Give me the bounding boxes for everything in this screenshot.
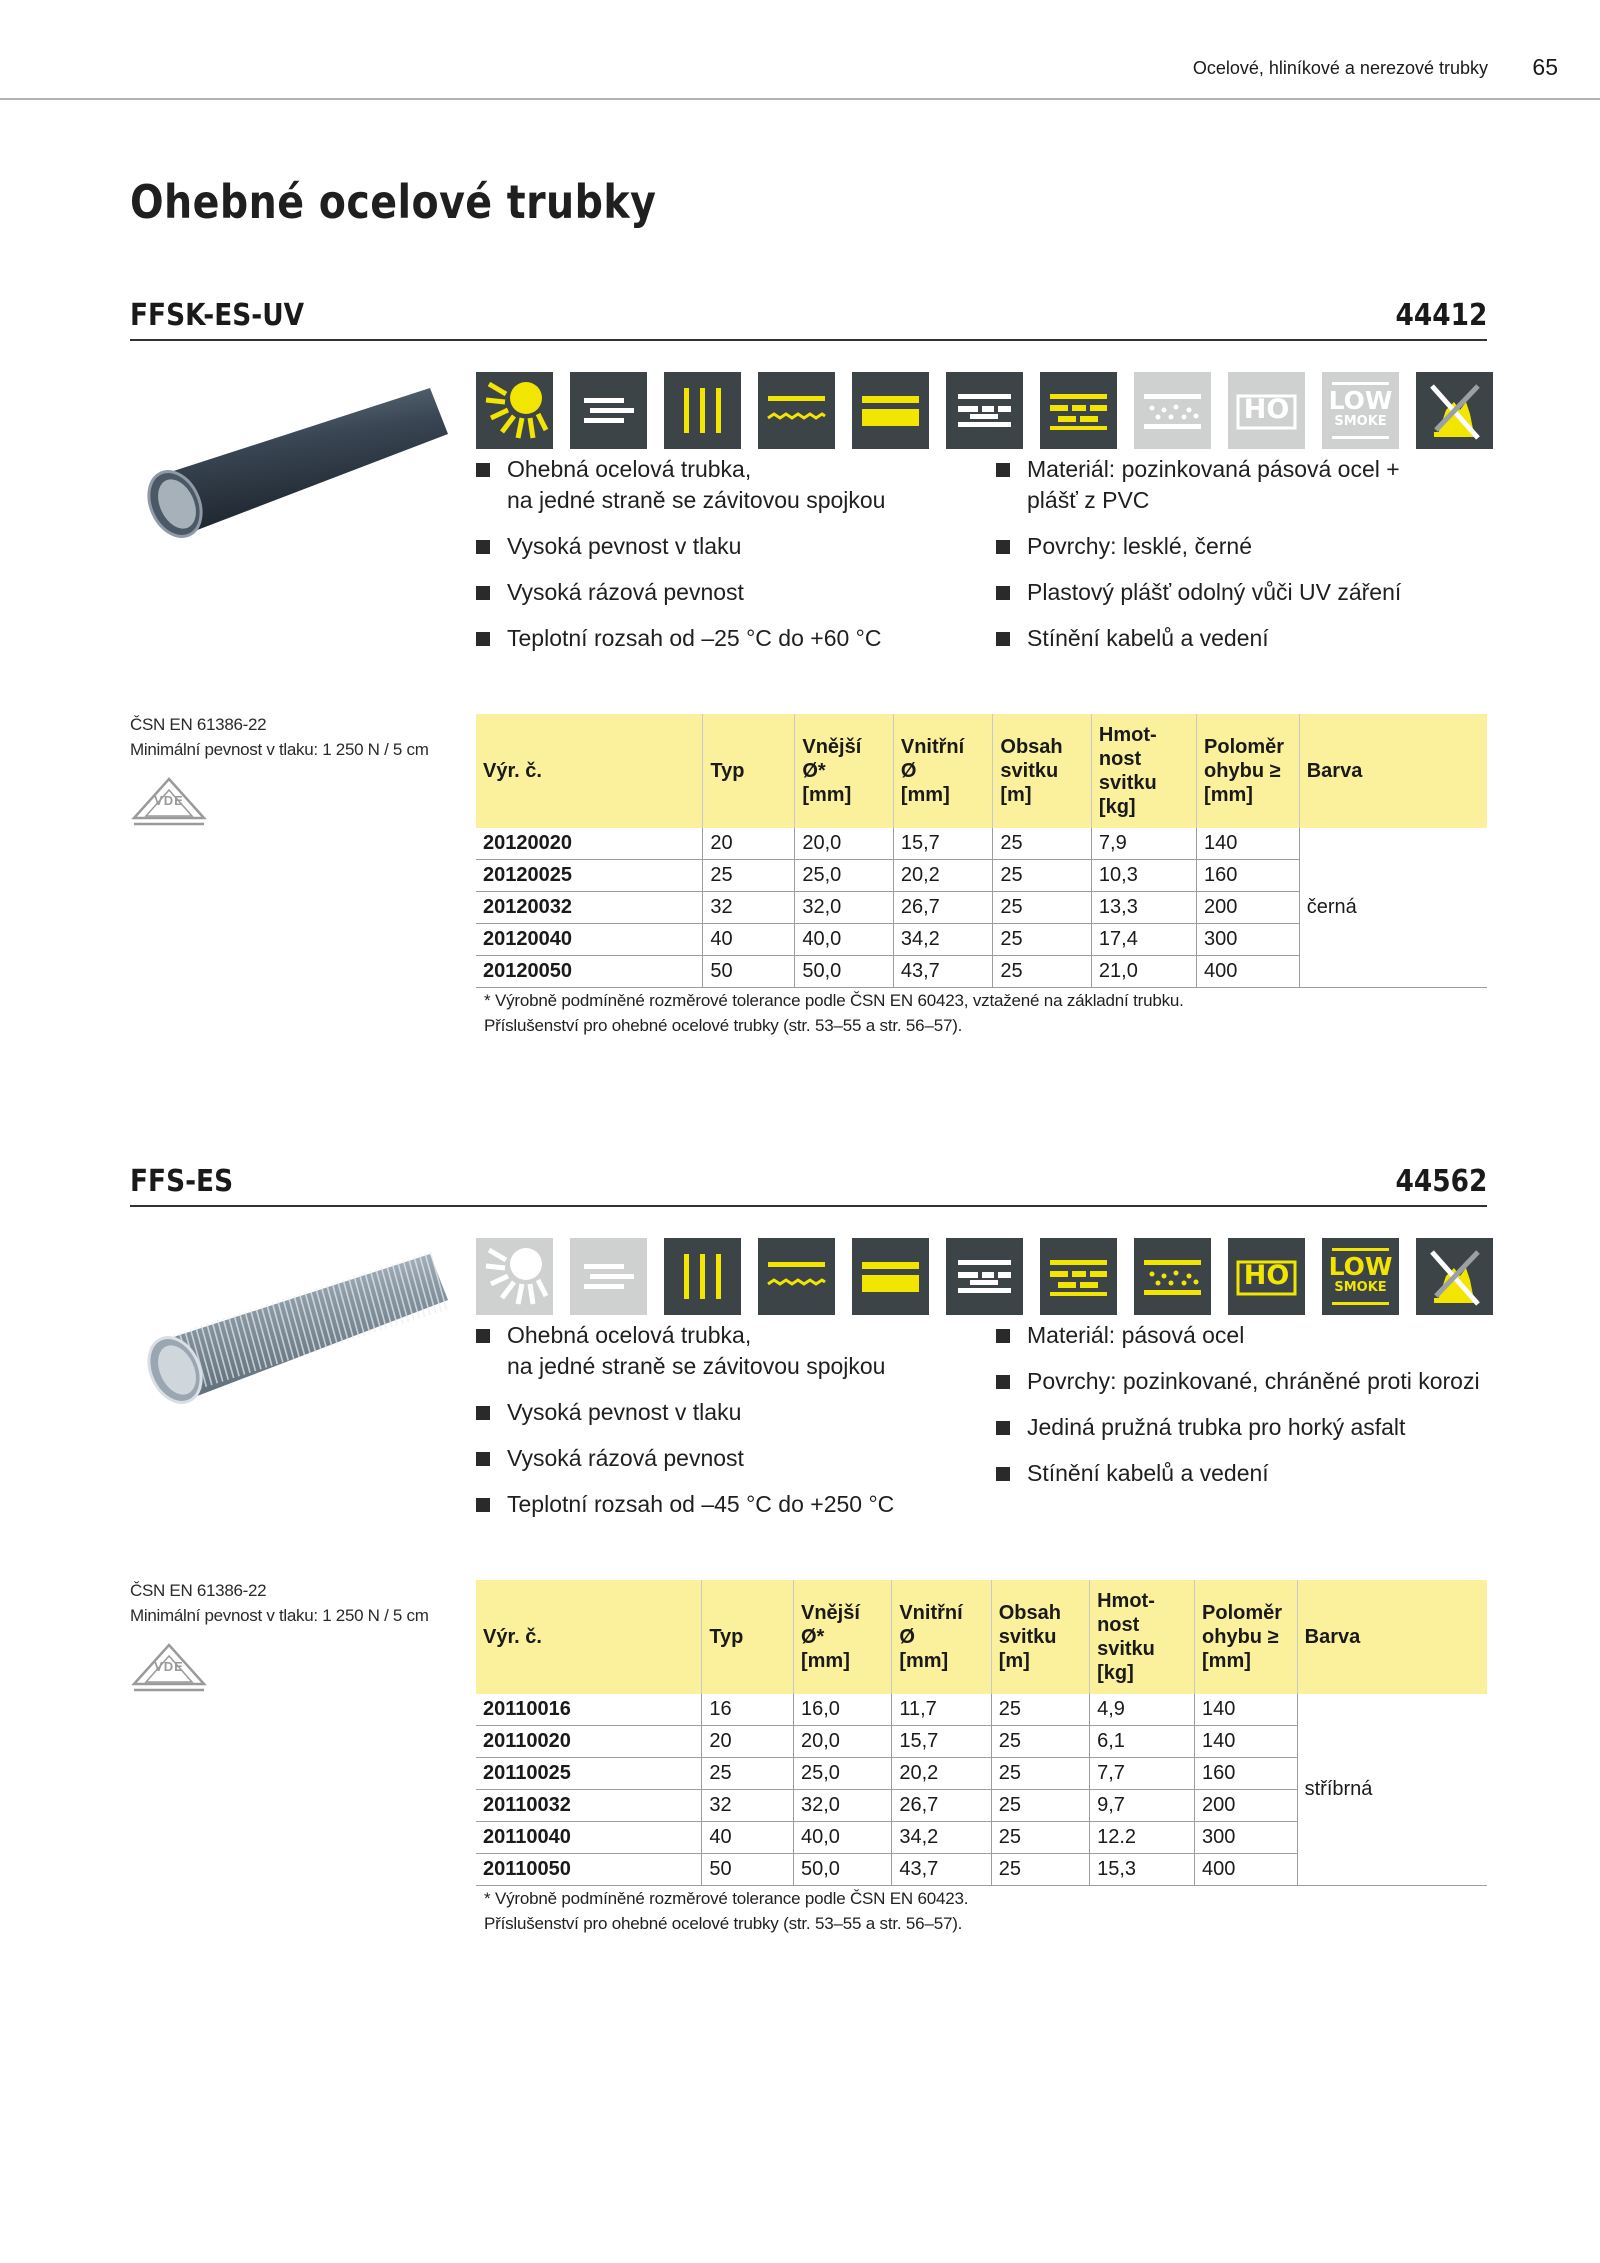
table-cell: 25: [991, 1726, 1089, 1758]
table-cell: 400: [1197, 956, 1300, 988]
footnote-line: * Výrobně podmíněné rozměrové tolerance podle ČSN EN 60423.: [484, 1889, 969, 1908]
pressure-text: Minimální pevnost v tlaku: 1 250 N / 5 cm: [130, 1606, 429, 1625]
property-icon-row: [476, 372, 1493, 449]
color-cell: stříbrná: [1297, 1694, 1487, 1886]
bullet-square-icon: [996, 463, 1010, 477]
table-cell: 32,0: [793, 1790, 891, 1822]
column-header: Vnější Ø* [mm]: [795, 714, 894, 828]
page-title: Ohebné ocelové trubky: [130, 175, 657, 229]
column-header: Obsah svitku [m]: [991, 1580, 1089, 1694]
column-header: Obsah svitku [m]: [993, 714, 1092, 828]
table-cell: 20: [703, 828, 795, 860]
table-cell: 40,0: [793, 1822, 891, 1854]
ho-label: HO: [1243, 1260, 1290, 1291]
feature-list: [996, 454, 1401, 654]
table-cell: 300: [1197, 924, 1300, 956]
flat-bar-icon: [852, 372, 929, 449]
norm-note: [130, 1578, 429, 1628]
footnote-line: * Výrobně podmíněné rozměrové tolerance podle ČSN EN 60423, vztažené na základní trubku.: [484, 991, 1184, 1010]
feature-text: Materiál: pozinkovaná pásová ocel + plášť z PVC: [1027, 456, 1400, 513]
brick-icon-glyph: [1040, 1238, 1117, 1315]
bullet-square-icon: [476, 540, 490, 554]
light-duty-icon: [570, 372, 647, 449]
table-cell: 50,0: [795, 956, 894, 988]
page-number: 65: [1532, 54, 1558, 80]
light-duty-icon-glyph: [570, 1238, 647, 1315]
table-cell: 25: [991, 1822, 1089, 1854]
tube-product-image: [130, 368, 450, 548]
table-cell: 26,7: [893, 892, 993, 924]
table-cell: 11,7: [892, 1694, 991, 1726]
table-cell: 25: [702, 1758, 794, 1790]
table-cell: 32,0: [795, 892, 894, 924]
flat-bar-icon-glyph: [852, 1238, 929, 1315]
bullet-square-icon: [996, 1329, 1010, 1343]
features-left-list: [476, 454, 885, 669]
table-body: [476, 1694, 1487, 1886]
feature-item: [476, 531, 885, 562]
feature-text: Vysoká rázová pevnost: [507, 1445, 744, 1471]
pressure-icon: [664, 372, 741, 449]
flat-bar-icon-glyph: [852, 372, 929, 449]
table-cell: 25,0: [793, 1758, 891, 1790]
column-header: Vnitřní Ø [mm]: [892, 1580, 991, 1694]
table-cell: 6,1: [1090, 1726, 1195, 1758]
table-header-row: [476, 714, 1487, 828]
bullet-square-icon: [476, 1406, 490, 1420]
no-halogen-icon: [1416, 372, 1493, 449]
no-halogen-icon-glyph: [1416, 1238, 1493, 1315]
smoke-label: SMOKE: [1334, 414, 1387, 429]
column-header: Vnitřní Ø [mm]: [893, 714, 993, 828]
impact-icon-glyph: [758, 372, 835, 449]
table-cell: 13,3: [1091, 892, 1196, 924]
column-header: Typ: [702, 1580, 794, 1694]
feature-text: Ohebná ocelová trubka, na jedné straně se závitovou spojkou: [507, 456, 886, 513]
light-duty-icon-glyph: [570, 372, 647, 449]
table-head: [476, 714, 1487, 828]
vde-mark-icon: [130, 1642, 208, 1702]
feature-text: Plastový plášť odolný vůči UV záření: [1027, 579, 1402, 605]
bullet-square-icon: [476, 632, 490, 646]
table-cell: 7,7: [1090, 1758, 1195, 1790]
table-cell: 20,0: [793, 1726, 891, 1758]
section-name: FFSK-ES-UV: [130, 298, 305, 333]
table-cell: 40,0: [795, 924, 894, 956]
table-cell: 25: [991, 1854, 1089, 1886]
pressure-icon-glyph: [664, 1238, 741, 1315]
feature-list: [996, 1320, 1480, 1489]
low-label: LOW: [1328, 1252, 1393, 1281]
table-head: [476, 1580, 1487, 1694]
table-cell: 20,0: [795, 828, 894, 860]
bullet-square-icon: [996, 632, 1010, 646]
feature-item: [476, 623, 885, 654]
table-cell: 34,2: [892, 1822, 991, 1854]
article-number-cell: 20120032: [476, 892, 703, 924]
brick-icon-glyph: [1040, 372, 1117, 449]
table-cell: 4,9: [1090, 1694, 1195, 1726]
pressure-text: Minimální pevnost v tlaku: 1 250 N / 5 cm: [130, 740, 429, 759]
column-header: Poloměr ohybu ≥ [mm]: [1195, 1580, 1298, 1694]
table-row: [476, 1694, 1487, 1726]
table-cell: 25: [993, 860, 1092, 892]
article-number-cell: 20120040: [476, 924, 703, 956]
feature-text: Vysoká rázová pevnost: [507, 579, 744, 605]
concrete-icon: [1134, 372, 1211, 449]
vde-mark-icon: [130, 776, 208, 836]
norm-text: ČSN EN 61386-22: [130, 1581, 267, 1600]
table-cell: 25: [991, 1758, 1089, 1790]
running-header-title: Ocelové, hliníkové a nerezové trubky: [1192, 58, 1488, 78]
feature-list: [476, 454, 885, 654]
article-number-cell: 20120025: [476, 860, 703, 892]
table-cell: 40: [702, 1822, 794, 1854]
vde-mark-text: VDE: [154, 1659, 184, 1674]
table-cell: 7,9: [1091, 828, 1196, 860]
bullet-square-icon: [476, 1329, 490, 1343]
column-header: Hmot- nost svitku [kg]: [1090, 1580, 1195, 1694]
feature-item: [476, 454, 885, 516]
property-icon-row: [476, 1238, 1493, 1315]
feature-item: [996, 577, 1401, 608]
table-cell: 15,7: [893, 828, 993, 860]
article-number-cell: 20110040: [476, 1822, 702, 1854]
column-header: Výr. č.: [476, 1580, 702, 1694]
feature-text: Stínění kabelů a vedení: [1027, 625, 1269, 651]
table-cell: 34,2: [893, 924, 993, 956]
no-halogen-icon-glyph: [1416, 372, 1493, 449]
bullet-square-icon: [476, 1498, 490, 1512]
table-cell: 25: [993, 956, 1092, 988]
pressure-icon-glyph: [664, 372, 741, 449]
column-header: Hmot- nost svitku [kg]: [1091, 714, 1196, 828]
ho-icon: [1228, 372, 1305, 449]
table-cell: 140: [1195, 1694, 1298, 1726]
table-cell: 25,0: [795, 860, 894, 892]
ho-icon: [1228, 1238, 1305, 1315]
feature-text: Povrchy: pozinkované, chráněné proti korozi: [1027, 1368, 1480, 1394]
table-cell: 16,0: [793, 1694, 891, 1726]
low-smoke-icon: [1322, 372, 1399, 449]
table-cell: 25: [991, 1790, 1089, 1822]
article-number-cell: 20110025: [476, 1758, 702, 1790]
section-code: 44562: [1395, 1164, 1487, 1199]
bullet-square-icon: [996, 1421, 1010, 1435]
table-cell: 21,0: [1091, 956, 1196, 988]
column-header: Výr. č.: [476, 714, 703, 828]
table-header-row: [476, 1580, 1487, 1694]
no-halogen-icon: [1416, 1238, 1493, 1315]
color-cell: černá: [1299, 828, 1487, 988]
product-table: [476, 714, 1487, 988]
table-cell: 25: [993, 892, 1092, 924]
tube-product-image: [130, 1234, 450, 1414]
uv-sun-icon-glyph: [476, 1238, 553, 1315]
norm-note: [130, 712, 429, 762]
bullet-square-icon: [476, 586, 490, 600]
vde-mark-text: VDE: [154, 793, 184, 808]
impact-icon: [758, 372, 835, 449]
bullet-square-icon: [996, 1375, 1010, 1389]
low-smoke-icon: [1322, 1238, 1399, 1315]
article-number-cell: 20110020: [476, 1726, 702, 1758]
embedded-icon-glyph: [946, 372, 1023, 449]
feature-item: [476, 1397, 894, 1428]
bullet-square-icon: [476, 463, 490, 477]
table-cell: 25: [993, 828, 1092, 860]
table-cell: 15,7: [892, 1726, 991, 1758]
table-cell: 32: [703, 892, 795, 924]
pressure-icon: [664, 1238, 741, 1315]
features-left-list: [476, 1320, 894, 1535]
table-cell: 140: [1195, 1726, 1298, 1758]
footnote-line: Příslušenství pro ohebné ocelové trubky (str. 53–55 a str. 56–57).: [484, 1016, 963, 1035]
brick-icon: [1040, 1238, 1117, 1315]
column-header: Vnější Ø* [mm]: [793, 1580, 891, 1694]
embedded-icon: [946, 372, 1023, 449]
table-cell: 40: [703, 924, 795, 956]
table-cell: 200: [1197, 892, 1300, 924]
embedded-icon: [946, 1238, 1023, 1315]
concrete-icon: [1134, 1238, 1211, 1315]
table-cell: 32: [702, 1790, 794, 1822]
section-name: FFS-ES: [130, 1164, 234, 1199]
table-cell: 400: [1195, 1854, 1298, 1886]
table-cell: 17,4: [1091, 924, 1196, 956]
uv-sun-icon: [476, 1238, 553, 1315]
section-divider: [130, 339, 1487, 341]
article-number-cell: 20120050: [476, 956, 703, 988]
feature-list: [476, 1320, 894, 1520]
impact-icon: [758, 1238, 835, 1315]
feature-item: [476, 577, 885, 608]
table-cell: 50,0: [793, 1854, 891, 1886]
feature-item: [996, 531, 1401, 562]
feature-text: Materiál: pásová ocel: [1027, 1322, 1245, 1348]
table-cell: 200: [1195, 1790, 1298, 1822]
table-body: [476, 828, 1487, 988]
feature-text: Vysoká pevnost v tlaku: [507, 533, 742, 559]
feature-item: [996, 1366, 1480, 1397]
feature-text: Ohebná ocelová trubka, na jedné straně se závitovou spojkou: [507, 1322, 886, 1379]
article-number-cell: 20110032: [476, 1790, 702, 1822]
uv-sun-icon-glyph: [476, 372, 553, 449]
smoke-label: SMOKE: [1334, 1280, 1387, 1295]
feature-item: [996, 623, 1401, 654]
feature-item: [476, 1320, 894, 1382]
low-label: LOW: [1328, 386, 1393, 415]
features-right-list: [996, 454, 1401, 669]
header-divider: [0, 98, 1600, 100]
column-header: Barva: [1299, 714, 1487, 828]
bullet-square-icon: [996, 540, 1010, 554]
section-divider: [130, 1205, 1487, 1207]
table-cell: 9,7: [1090, 1790, 1195, 1822]
ho-label: HO: [1243, 394, 1290, 425]
table-cell: 20,2: [893, 860, 993, 892]
table-cell: 25: [703, 860, 795, 892]
concrete-icon-glyph: [1134, 1238, 1211, 1315]
feature-text: Teplotní rozsah od –45 °C do +250 °C: [507, 1491, 895, 1517]
table-cell: 43,7: [893, 956, 993, 988]
table-cell: 25: [991, 1694, 1089, 1726]
column-header: Poloměr ohybu ≥ [mm]: [1197, 714, 1300, 828]
table-cell: 26,7: [892, 1790, 991, 1822]
table-cell: 43,7: [892, 1854, 991, 1886]
feature-item: [996, 1320, 1480, 1351]
bullet-square-icon: [996, 1467, 1010, 1481]
feature-text: Vysoká pevnost v tlaku: [507, 1399, 742, 1425]
table-cell: 15,3: [1090, 1854, 1195, 1886]
features-right-list: [996, 1320, 1480, 1504]
flat-bar-icon: [852, 1238, 929, 1315]
article-number-cell: 20110016: [476, 1694, 702, 1726]
feature-item: [996, 454, 1401, 516]
light-duty-icon: [570, 1238, 647, 1315]
feature-text: Teplotní rozsah od –25 °C do +60 °C: [507, 625, 882, 651]
brick-icon: [1040, 372, 1117, 449]
feature-text: Povrchy: lesklé, černé: [1027, 533, 1252, 559]
table-cell: 160: [1195, 1758, 1298, 1790]
column-header: Barva: [1297, 1580, 1487, 1694]
norm-text: ČSN EN 61386-22: [130, 715, 267, 734]
column-header: Typ: [703, 714, 795, 828]
table-footnote: [484, 1886, 968, 1936]
table-cell: 50: [702, 1854, 794, 1886]
embedded-icon-glyph: [946, 1238, 1023, 1315]
concrete-icon-glyph: [1134, 372, 1211, 449]
bullet-square-icon: [476, 1452, 490, 1466]
product-table: [476, 1580, 1487, 1886]
bullet-square-icon: [996, 586, 1010, 600]
table-cell: 16: [702, 1694, 794, 1726]
feature-item: [996, 1412, 1480, 1443]
impact-icon-glyph: [758, 1238, 835, 1315]
table-cell: 25: [993, 924, 1092, 956]
article-number-cell: 20120020: [476, 828, 703, 860]
table-row: [476, 828, 1487, 860]
footnote-line: Příslušenství pro ohebné ocelové trubky (str. 53–55 a str. 56–57).: [484, 1914, 963, 1933]
article-number-cell: 20110050: [476, 1854, 702, 1886]
table-cell: 10,3: [1091, 860, 1196, 892]
table-cell: 140: [1197, 828, 1300, 860]
feature-item: [476, 1443, 894, 1474]
table-cell: 20,2: [892, 1758, 991, 1790]
feature-item: [476, 1489, 894, 1520]
feature-text: Jediná pružná trubka pro horký asfalt: [1027, 1414, 1406, 1440]
table-cell: 160: [1197, 860, 1300, 892]
table-cell: 20: [702, 1726, 794, 1758]
table-cell: 50: [703, 956, 795, 988]
table-cell: 300: [1195, 1822, 1298, 1854]
uv-sun-icon: [476, 372, 553, 449]
table-footnote: [484, 988, 1184, 1038]
section-code: 44412: [1395, 298, 1487, 333]
feature-item: [996, 1458, 1480, 1489]
table-cell: 12.2: [1090, 1822, 1195, 1854]
feature-text: Stínění kabelů a vedení: [1027, 1460, 1269, 1486]
